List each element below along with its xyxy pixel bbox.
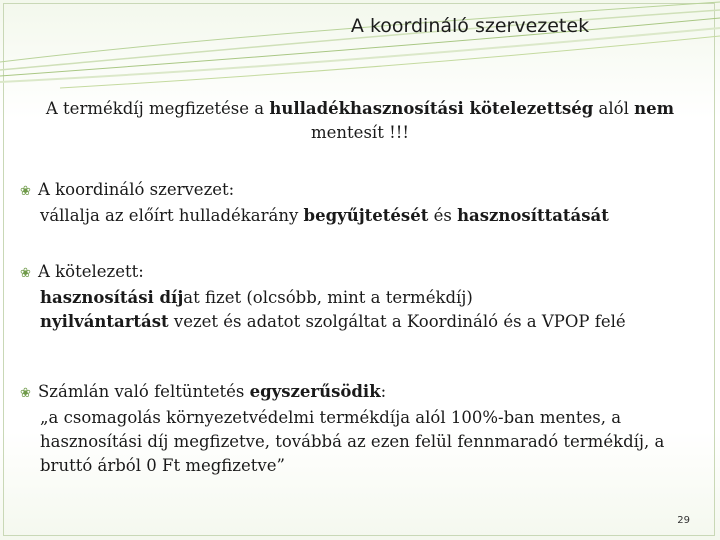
intro-bold-2: nem bbox=[634, 99, 675, 118]
decorative-swoosh bbox=[0, 0, 720, 90]
bullet-obligor bbox=[20, 260, 626, 334]
leaf-bullet-icon: ❀ bbox=[20, 184, 31, 199]
bold-span: begyűjtetését bbox=[303, 206, 429, 225]
bullet-line bbox=[40, 204, 609, 228]
bullet-invoice bbox=[20, 380, 690, 478]
text-span: vállalja az előírt hulladékarány bbox=[40, 206, 304, 225]
text-span: vezet és adatot szolgáltat a Koordináló és a VPOP felé bbox=[168, 312, 626, 331]
leaf-bullet-icon: ❀ bbox=[20, 266, 31, 281]
bold-span: nyilvántartást bbox=[40, 312, 169, 331]
leaf-bullet-icon: ❀ bbox=[20, 386, 31, 401]
bullet-coordinator bbox=[20, 178, 609, 228]
intro-paragraph bbox=[30, 97, 690, 145]
text-span: : bbox=[380, 382, 387, 401]
bullet-heading: A koordináló szervezet: bbox=[38, 180, 235, 199]
intro-bold-1: hulladékhasznosítási kötelezettség bbox=[269, 99, 594, 118]
invoice-quote: „a csomagolás környezetvédelmi termékdíja alól 100%-ban mentes, a hasznosítási díj megfizetve, továbbá az ezen felül fennmaradó termékdíj, a bruttó árból 0 Ft megfizetve” bbox=[40, 408, 665, 475]
bullet-heading: Számlán való feltüntetés bbox=[38, 382, 250, 401]
text-span: at fizet (olcsóbb, mint a termékdíj) bbox=[183, 288, 473, 307]
bullet-line bbox=[40, 286, 626, 310]
intro-text-1: A termékdíj megfizetése a bbox=[45, 99, 270, 118]
intro-text-3: mentesít !!! bbox=[311, 123, 409, 142]
bullet-line bbox=[40, 310, 626, 334]
intro-text-2: alól bbox=[593, 99, 635, 118]
bold-span: egyszerűsödik bbox=[249, 382, 381, 401]
page-number: 29 bbox=[677, 515, 690, 526]
bold-span: hasznosíttatását bbox=[457, 206, 609, 225]
bullet-heading: A kötelezett: bbox=[38, 262, 144, 281]
slide-title: A koordináló szervezetek bbox=[350, 15, 590, 37]
text-span: és bbox=[428, 206, 458, 225]
bold-span: hasznosítási díj bbox=[40, 288, 184, 307]
